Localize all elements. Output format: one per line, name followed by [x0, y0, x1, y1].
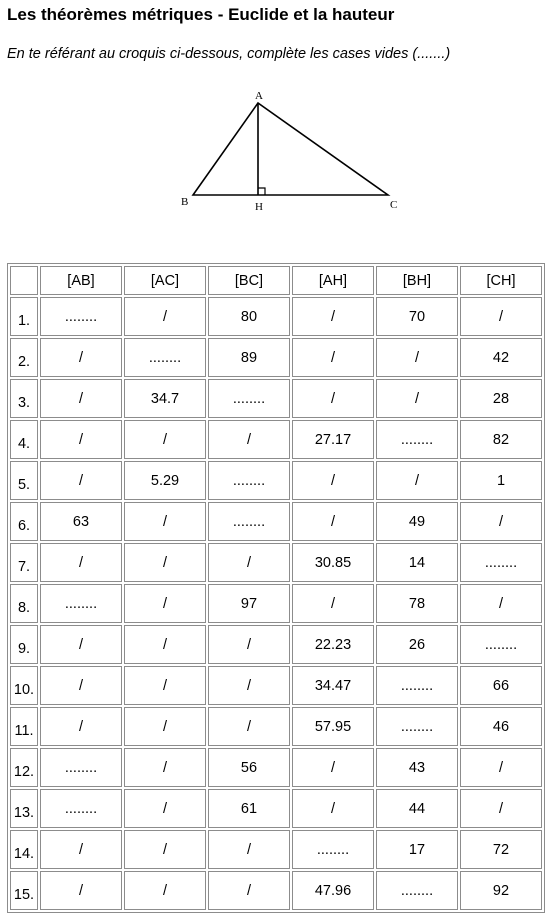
- cell-ch: 1: [460, 461, 542, 500]
- table-row: [10, 625, 542, 664]
- cell-ch: /: [460, 748, 542, 787]
- cell-bh: ........: [376, 420, 458, 459]
- cell-bc: ........: [208, 502, 290, 541]
- table-body: [10, 297, 542, 910]
- cell-ah: /: [292, 379, 374, 418]
- row-number-cell: [10, 707, 38, 746]
- row-number: 13.: [13, 804, 35, 821]
- cell-ch: 42: [460, 338, 542, 377]
- table-row: [10, 789, 542, 828]
- cell-ab: /: [40, 830, 122, 869]
- cell-ab: /: [40, 666, 122, 705]
- cell-ab: /: [40, 379, 122, 418]
- row-number-cell: [10, 502, 38, 541]
- cell-bc: 97: [208, 584, 290, 623]
- cell-ab: ........: [40, 584, 122, 623]
- cell-ah: /: [292, 584, 374, 623]
- cell-bh: /: [376, 338, 458, 377]
- row-number: 10.: [13, 681, 35, 698]
- table-row: [10, 543, 542, 582]
- cell-ch: 92: [460, 871, 542, 910]
- header-corner: [10, 266, 38, 295]
- cell-ab: ........: [40, 748, 122, 787]
- cell-ab: /: [40, 625, 122, 664]
- cell-ac: 34.7: [124, 379, 206, 418]
- cell-ac: /: [124, 748, 206, 787]
- row-number-cell: [10, 338, 38, 377]
- cell-bc: 89: [208, 338, 290, 377]
- cell-ab: /: [40, 461, 122, 500]
- cell-bh: ........: [376, 871, 458, 910]
- vertex-label-h: H: [255, 201, 263, 213]
- row-number: 15.: [13, 886, 35, 903]
- cell-bc: ........: [208, 379, 290, 418]
- cell-bc: 56: [208, 748, 290, 787]
- row-number-cell: [10, 420, 38, 459]
- triangle-abc: [193, 103, 388, 195]
- cell-bh: 49: [376, 502, 458, 541]
- cell-bh: /: [376, 379, 458, 418]
- table-row: [10, 461, 542, 500]
- cell-ab: 63: [40, 502, 122, 541]
- row-number: 6.: [17, 517, 31, 534]
- table-row: [10, 584, 542, 623]
- row-number: 7.: [17, 558, 31, 575]
- cell-ab: ........: [40, 297, 122, 336]
- vertex-label-a: A: [255, 90, 263, 102]
- table-row: [10, 707, 542, 746]
- table-header-row: [10, 266, 542, 295]
- cell-bh: 70: [376, 297, 458, 336]
- row-number: 1.: [17, 312, 31, 329]
- triangle-diagram: [170, 84, 410, 214]
- cell-ac: /: [124, 420, 206, 459]
- table-row: [10, 830, 542, 869]
- row-number: 9.: [17, 640, 31, 657]
- cell-bh: ........: [376, 707, 458, 746]
- cell-ch: ........: [460, 543, 542, 582]
- cell-ab: ........: [40, 789, 122, 828]
- cell-ch: 46: [460, 707, 542, 746]
- cell-ac: /: [124, 666, 206, 705]
- table-row: [10, 748, 542, 787]
- cell-ah: 34.47: [292, 666, 374, 705]
- row-number-cell: [10, 789, 38, 828]
- cell-bh: ........: [376, 666, 458, 705]
- header-bh: [BH]: [376, 266, 458, 295]
- cell-bh: 44: [376, 789, 458, 828]
- row-number: 4.: [17, 435, 31, 452]
- cell-ab: /: [40, 420, 122, 459]
- row-number-cell: [10, 666, 38, 705]
- row-number-cell: [10, 871, 38, 910]
- cell-ac: 5.29: [124, 461, 206, 500]
- cell-bc: /: [208, 871, 290, 910]
- cell-ch: 28: [460, 379, 542, 418]
- row-number: 11.: [14, 722, 34, 739]
- cell-ah: 57.95: [292, 707, 374, 746]
- row-number: 12.: [13, 763, 35, 780]
- cell-ch: 66: [460, 666, 542, 705]
- header-ah: [AH]: [292, 266, 374, 295]
- cell-bc: ........: [208, 461, 290, 500]
- row-number-cell: [10, 297, 38, 336]
- instruction-text: En te référant au croquis ci-dessous, complète les cases vides (.......): [7, 46, 451, 62]
- cell-ab: /: [40, 707, 122, 746]
- table-row: [10, 871, 542, 910]
- triangle-svg: [170, 84, 410, 214]
- cell-bc: /: [208, 543, 290, 582]
- cell-ac: /: [124, 707, 206, 746]
- exercise-table: [7, 263, 545, 913]
- cell-ac: ........: [124, 338, 206, 377]
- cell-ab: /: [40, 871, 122, 910]
- table-row: [10, 297, 542, 336]
- row-number-cell: [10, 625, 38, 664]
- row-number: 3.: [17, 394, 31, 411]
- cell-ch: /: [460, 584, 542, 623]
- cell-bc: /: [208, 625, 290, 664]
- cell-ac: /: [124, 297, 206, 336]
- header-ac: [AC]: [124, 266, 206, 295]
- row-number: 8.: [17, 599, 31, 616]
- row-number-cell: [10, 830, 38, 869]
- row-number-cell: [10, 584, 38, 623]
- row-number: 5.: [17, 476, 31, 493]
- cell-ac: /: [124, 871, 206, 910]
- row-number-cell: [10, 748, 38, 787]
- cell-ah: /: [292, 748, 374, 787]
- cell-ah: /: [292, 297, 374, 336]
- cell-ah: /: [292, 461, 374, 500]
- row-number-cell: [10, 379, 38, 418]
- table-row: [10, 379, 542, 418]
- cell-ab: /: [40, 338, 122, 377]
- cell-ah: /: [292, 502, 374, 541]
- cell-bc: /: [208, 420, 290, 459]
- cell-bh: 78: [376, 584, 458, 623]
- cell-ac: /: [124, 543, 206, 582]
- cell-ac: /: [124, 789, 206, 828]
- cell-bc: /: [208, 666, 290, 705]
- header-ab: [AB]: [40, 266, 122, 295]
- cell-ab: /: [40, 543, 122, 582]
- vertex-label-b: B: [181, 196, 189, 208]
- cell-ac: /: [124, 584, 206, 623]
- vertex-label-c: C: [390, 199, 398, 211]
- row-number: 14.: [13, 845, 35, 862]
- cell-ac: /: [124, 502, 206, 541]
- header-bc: [BC]: [208, 266, 290, 295]
- cell-bh: 14: [376, 543, 458, 582]
- right-angle-mark: [258, 188, 265, 195]
- row-number-cell: [10, 461, 38, 500]
- cell-bh: 26: [376, 625, 458, 664]
- cell-ah: 27.17: [292, 420, 374, 459]
- cell-ch: ........: [460, 625, 542, 664]
- cell-ah: 22.23: [292, 625, 374, 664]
- cell-ch: 82: [460, 420, 542, 459]
- header-ch: [CH]: [460, 266, 542, 295]
- cell-bh: 17: [376, 830, 458, 869]
- cell-ch: /: [460, 297, 542, 336]
- row-number: 2.: [17, 353, 31, 370]
- row-number-cell: [10, 543, 38, 582]
- cell-ch: /: [460, 789, 542, 828]
- cell-ac: /: [124, 625, 206, 664]
- table-row: [10, 666, 542, 705]
- cell-ah: /: [292, 338, 374, 377]
- cell-bh: /: [376, 461, 458, 500]
- cell-ch: 72: [460, 830, 542, 869]
- cell-bh: 43: [376, 748, 458, 787]
- table-row: [10, 502, 542, 541]
- cell-ah: ........: [292, 830, 374, 869]
- cell-ah: 47.96: [292, 871, 374, 910]
- cell-bc: /: [208, 707, 290, 746]
- cell-bc: 61: [208, 789, 290, 828]
- cell-ah: /: [292, 789, 374, 828]
- cell-ch: /: [460, 502, 542, 541]
- table-row: [10, 338, 542, 377]
- table-row: [10, 420, 542, 459]
- page-title: Les théorèmes métriques - Euclide et la hauteur: [7, 5, 395, 24]
- cell-ah: 30.85: [292, 543, 374, 582]
- cell-bc: 80: [208, 297, 290, 336]
- cell-ac: /: [124, 830, 206, 869]
- cell-bc: /: [208, 830, 290, 869]
